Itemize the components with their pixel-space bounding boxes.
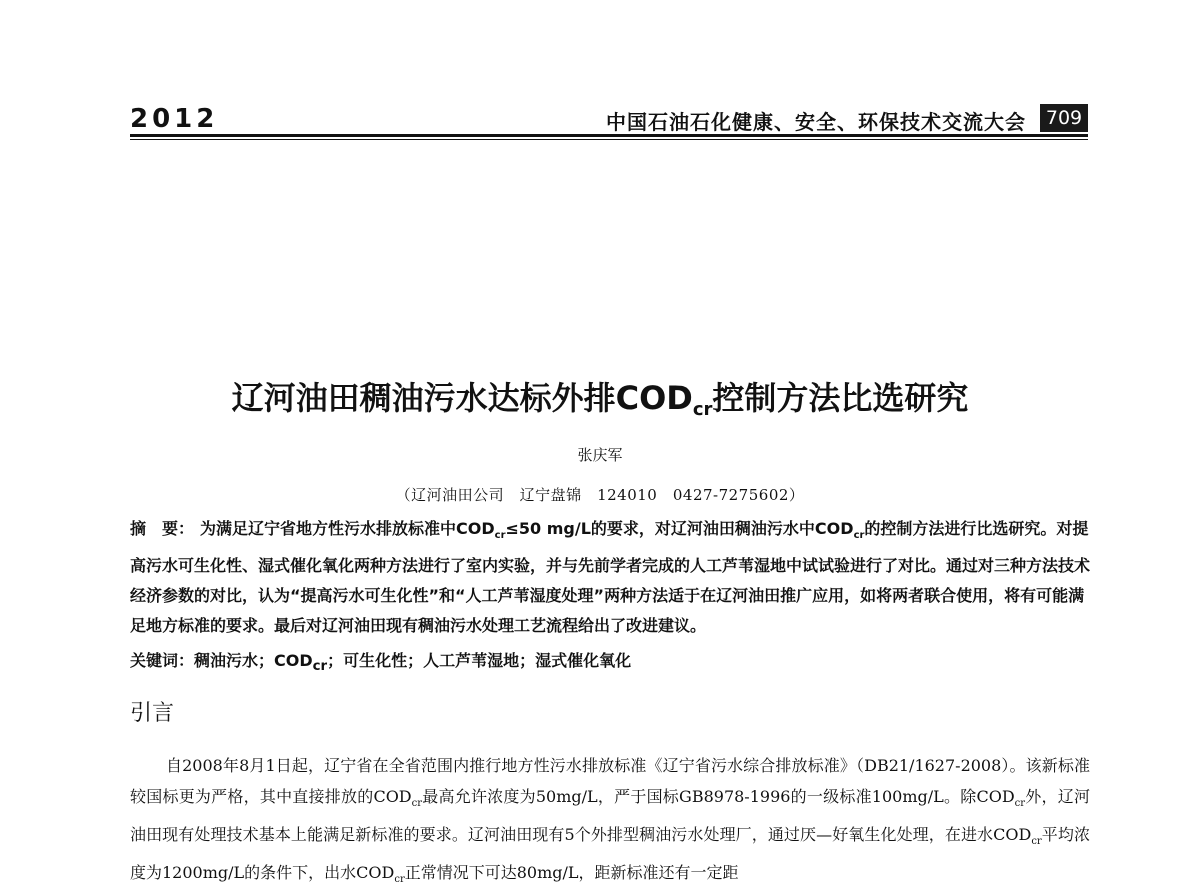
abstract-label: 摘 要： — [130, 519, 195, 538]
title-subscript: cr — [692, 399, 713, 420]
title-suffix: 控制方法比选研究 — [712, 379, 969, 417]
header-rule-thin — [130, 139, 1088, 140]
header-rule-thick — [130, 134, 1088, 137]
body-text-5: 正常情况下可达80mg/L，距新标准还有一定距 — [404, 863, 739, 883]
abstract-subscript-2: cr — [853, 530, 865, 542]
title-main: 辽河油田稠油污水达标外排COD — [231, 379, 693, 417]
abstract-text-3: 的控制方法进行比选研究。对提高污水可生化性、湿式催化氧化两种方法进行了室内实验，并与先前学者完成的人工芦苇湿地中试试验进行了对比。通过对三种方法技术经济参数的对比，认为“提高污水可生化性”和“人工芦苇湿度处理”两种方法适于在辽河油田推广应用，如将两者联合使用，将有可能满足地方标准的要求。最后对辽河油田现有稠油污水处理工艺流程给出了改进建议。 — [130, 519, 1091, 636]
body-text-3: 外，辽河油田现有处理技术基本上能满足新标准的要求。辽河油田现有5个外排型稠油污水处理厂，通过厌—好氧生化处理，在进水COD — [130, 787, 1090, 845]
keywords-text-2: ；可生化性；人工芦苇湿地；湿式催化氧化 — [327, 651, 632, 670]
running-header — [130, 100, 1088, 138]
keywords-subscript: cr — [312, 659, 328, 675]
section-heading-introduction: 引言 — [130, 701, 175, 726]
abstract-subscript-1: cr — [494, 530, 506, 542]
author-affiliation: （辽河油田公司 辽宁盘锦 124010 0427-7275602） — [395, 486, 805, 504]
body-subscript-2: cr — [1014, 798, 1026, 810]
keywords — [130, 646, 1090, 682]
abstract-text-1: 为满足辽宁省地方性污水排放标准中COD — [200, 519, 495, 538]
header-conference-name: 中国石油石化健康、安全、环保技术交流大会 — [606, 110, 1026, 134]
paper-title — [0, 373, 1200, 420]
body-text-2: 最高允许浓度为50mg/L，严于国标GB8978-1996的一级标准100mg/L。除COD — [422, 787, 1015, 806]
page-number: 709 — [1040, 104, 1088, 132]
body-subscript-1: cr — [411, 798, 423, 810]
body-text-4: 平均浓度为1200mg/L的条件下，出水COD — [130, 825, 1090, 883]
header-year: 2012 — [130, 104, 219, 134]
body-subscript-4: cr — [394, 874, 405, 886]
body-text-1: 自2008年8月1日起，辽宁省在全省范围内推行地方性污水排放标准《辽宁省污水综合排放标准》（DB21/1627-2008）。该新标准较国标更为严格，其中直接排放的COD — [130, 756, 1090, 806]
keywords-text-1: 稠油污水；COD — [194, 651, 313, 670]
keywords-label: 关键词： — [130, 651, 195, 670]
introduction-paragraph — [130, 750, 1090, 896]
abstract — [130, 514, 1090, 641]
abstract-text-2: ≤50 mg/L的要求，对辽河油田稠油污水中COD — [505, 519, 854, 538]
body-subscript-3: cr — [1031, 836, 1042, 848]
author-name: 张庆军 — [577, 446, 623, 464]
